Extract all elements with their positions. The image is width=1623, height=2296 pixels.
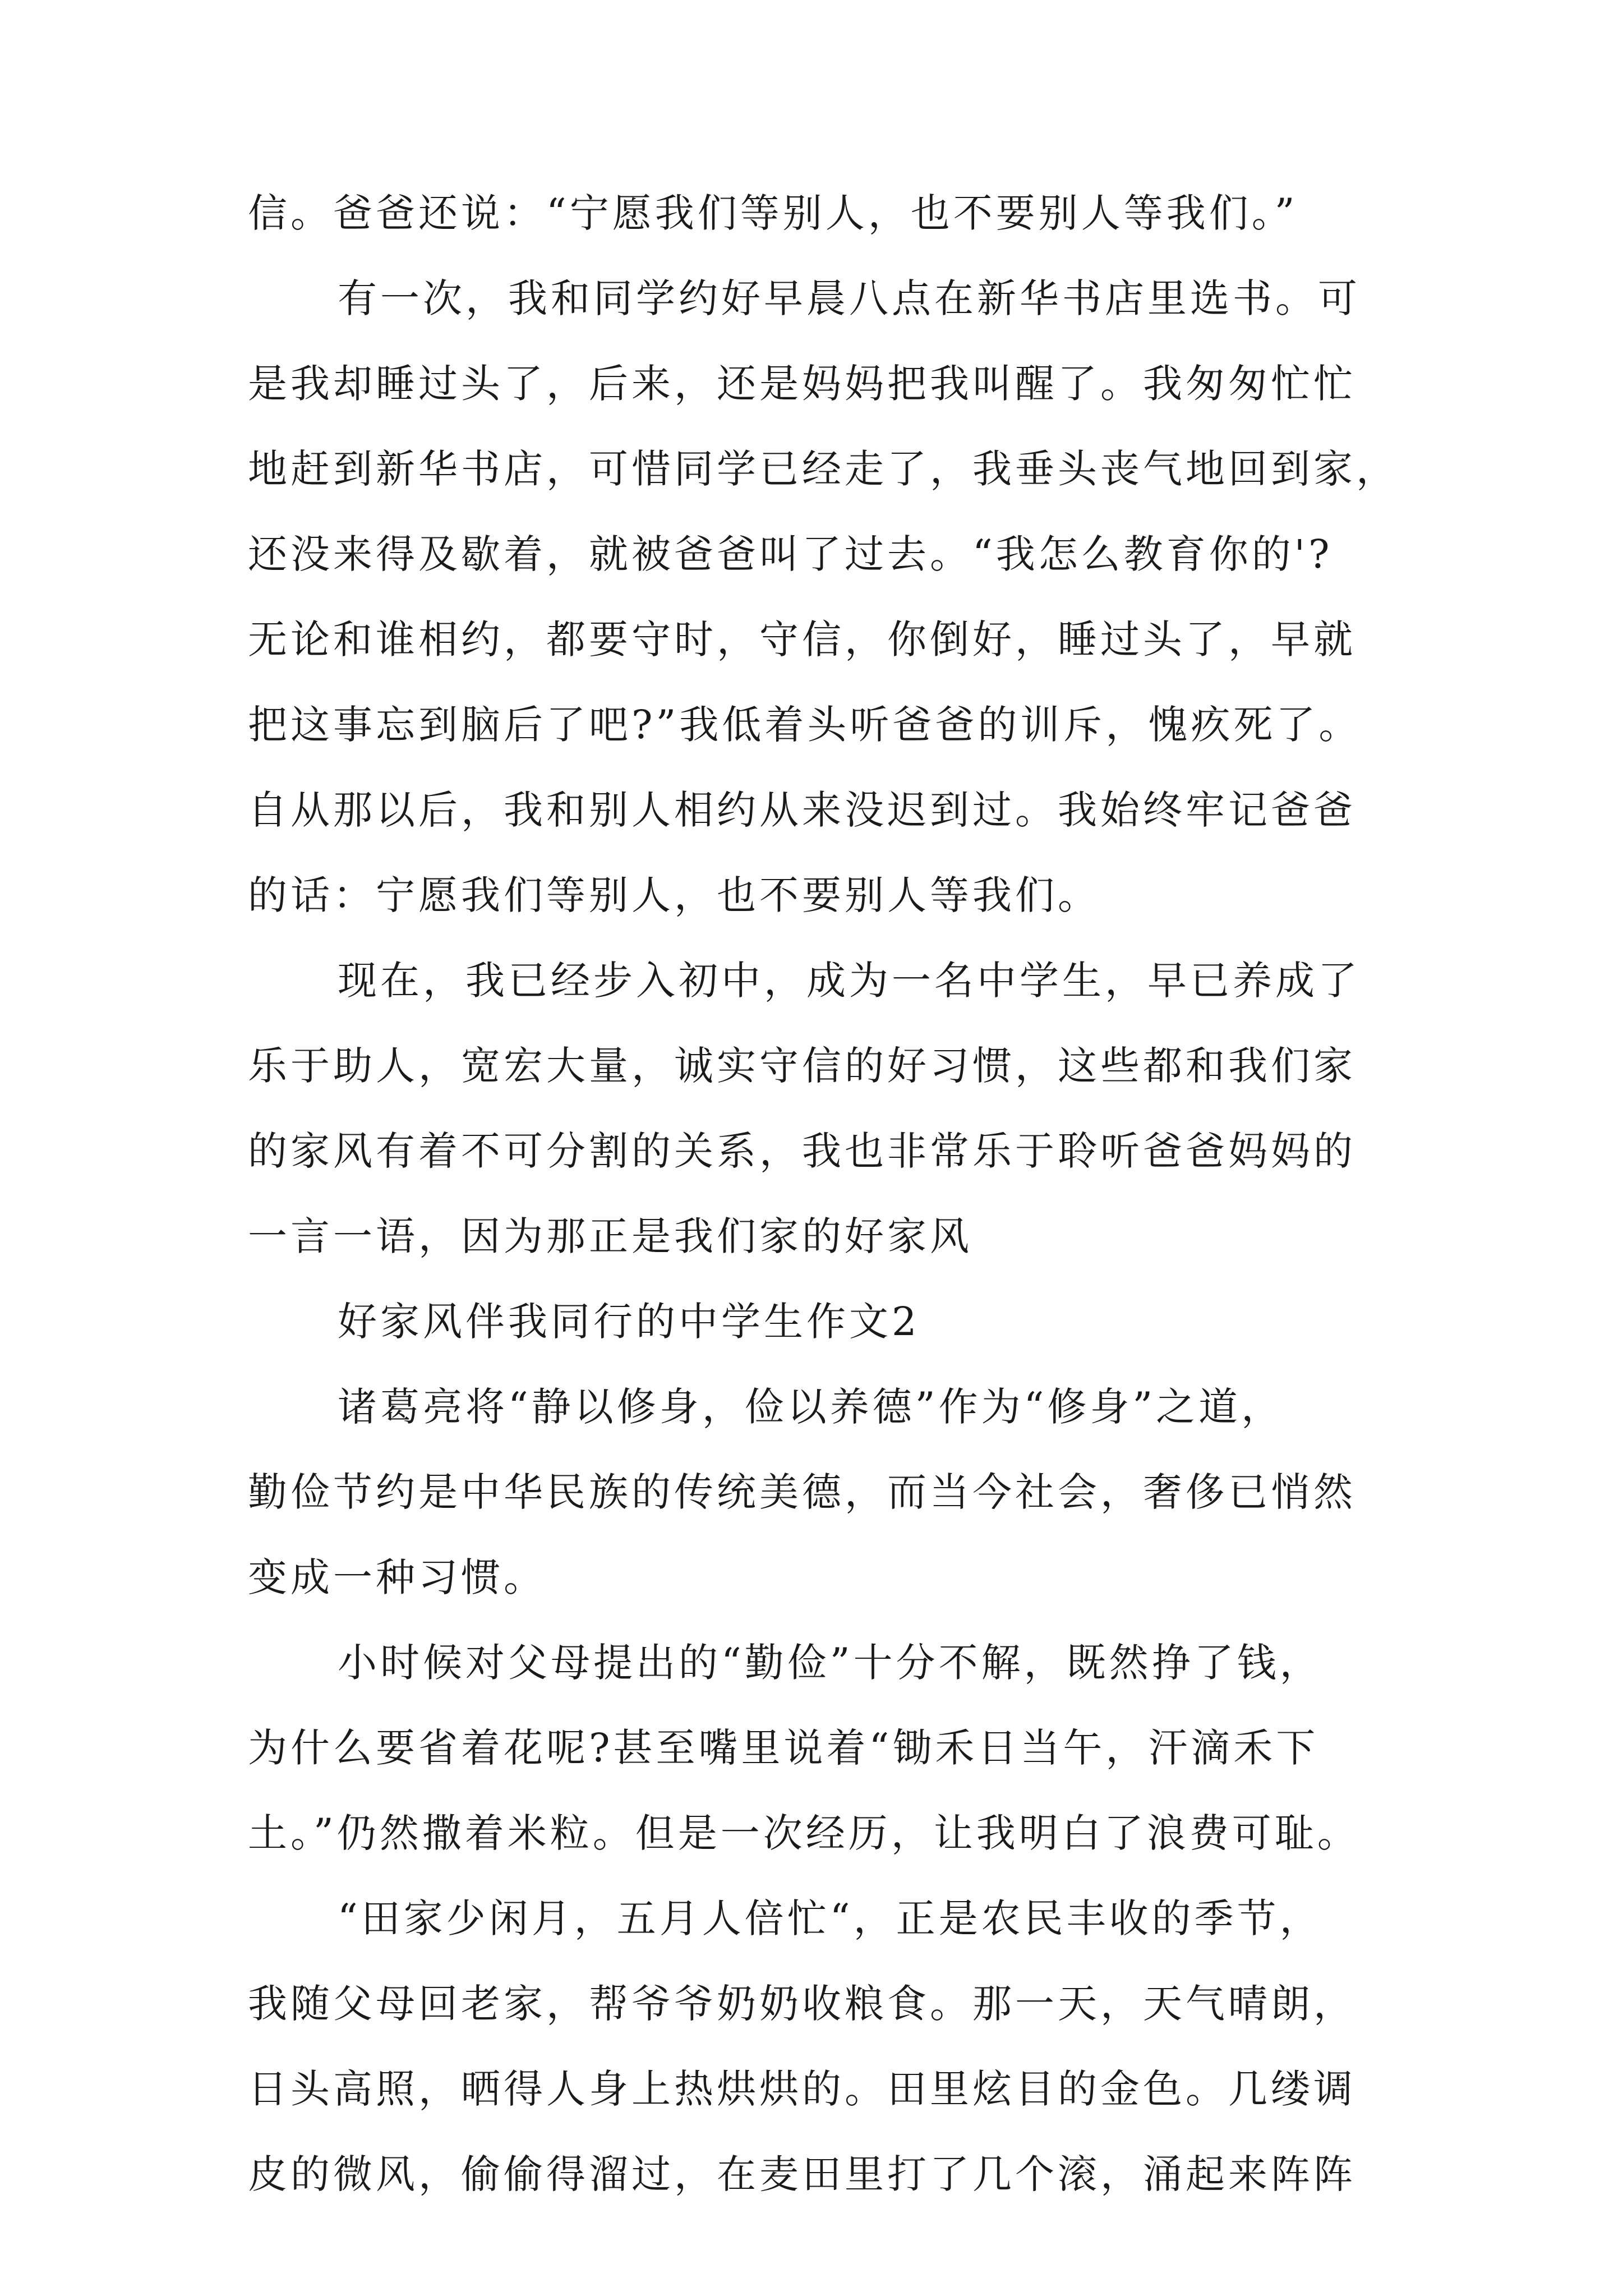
text-line-22: 我随父母回老家，帮爷爷奶奶收粮食。那一天，天气晴朗， xyxy=(248,1981,1356,2027)
text-line-4: 地赶到新华书店，可惜同学已经走了，我垂头丧气地回到家， xyxy=(248,446,1399,492)
text-line-10: 现在，我已经步入初中，成为一名中学生，早已养成了 xyxy=(338,958,1361,1004)
text-line-18: 小时候对父母提出的“勤俭”十分不解，既然挣了钱， xyxy=(338,1640,1322,1686)
text-line-8: 自从那以后，我和别人相约从来没迟到过。我始终牢记爸爸 xyxy=(248,787,1356,833)
text-line-12: 的家风有着不可分割的关系，我也非常乐于聆听爸爸妈妈的 xyxy=(248,1128,1356,1174)
text-line-5: 还没来得及歇着，就被爸爸叫了过去。“我怎么教育你的'? xyxy=(248,531,1333,577)
text-line-16: 勤俭节约是中华民族的传统美德，而当今社会，奢侈已悄然 xyxy=(248,1469,1356,1515)
text-line-2: 有一次，我和同学约好早晨八点在新华书店里选书。可 xyxy=(338,275,1361,321)
text-line-20: 土。”仍然撒着米粒。但是一次经历，让我明白了浪费可耻。 xyxy=(248,1810,1360,1856)
essay-subtitle: 好家风伴我同行的中学生作文2 xyxy=(338,1299,920,1345)
text-line-3: 是我却睡过头了，后来，还是妈妈把我叫醒了。我匆匆忙忙 xyxy=(248,361,1356,407)
text-line-13: 一言一语，因为那正是我们家的好家风 xyxy=(248,1213,972,1259)
text-line-6: 无论和谁相约，都要守时，守信，你倒好，睡过头了，早就 xyxy=(248,616,1356,662)
text-line-9: 的话：宁愿我们等别人，也不要别人等我们。 xyxy=(248,872,1100,918)
text-line-11: 乐于助人，宽宏大量，诚实守信的好习惯，这些都和我们家 xyxy=(248,1043,1356,1089)
text-line-17: 变成一种习惯。 xyxy=(248,1554,546,1600)
text-line-1: 信。爸爸还说：“宁愿我们等别人，也不要别人等我们。” xyxy=(248,190,1298,236)
text-line-19: 为什么要省着花呢?甚至嘴里说着“锄禾日当午，汗滴禾下 xyxy=(248,1725,1319,1771)
text-line-21: “田家少闲月，五月人倍忙“，正是农民丰收的季节， xyxy=(338,1895,1322,1941)
text-line-23: 日头高照，晒得人身上热烘烘的。田里炫目的金色。几缕调 xyxy=(248,2066,1356,2112)
text-line-24: 皮的微风，偷偷得溜过，在麦田里打了几个滚，涌起来阵阵 xyxy=(248,2151,1356,2197)
text-line-7: 把这事忘到脑后了吧?”我低着头听爸爸的训斥，愧疚死了。 xyxy=(248,702,1362,748)
text-line-15: 诸葛亮将“静以修身，俭以养德”作为“修身”之道， xyxy=(338,1384,1284,1430)
